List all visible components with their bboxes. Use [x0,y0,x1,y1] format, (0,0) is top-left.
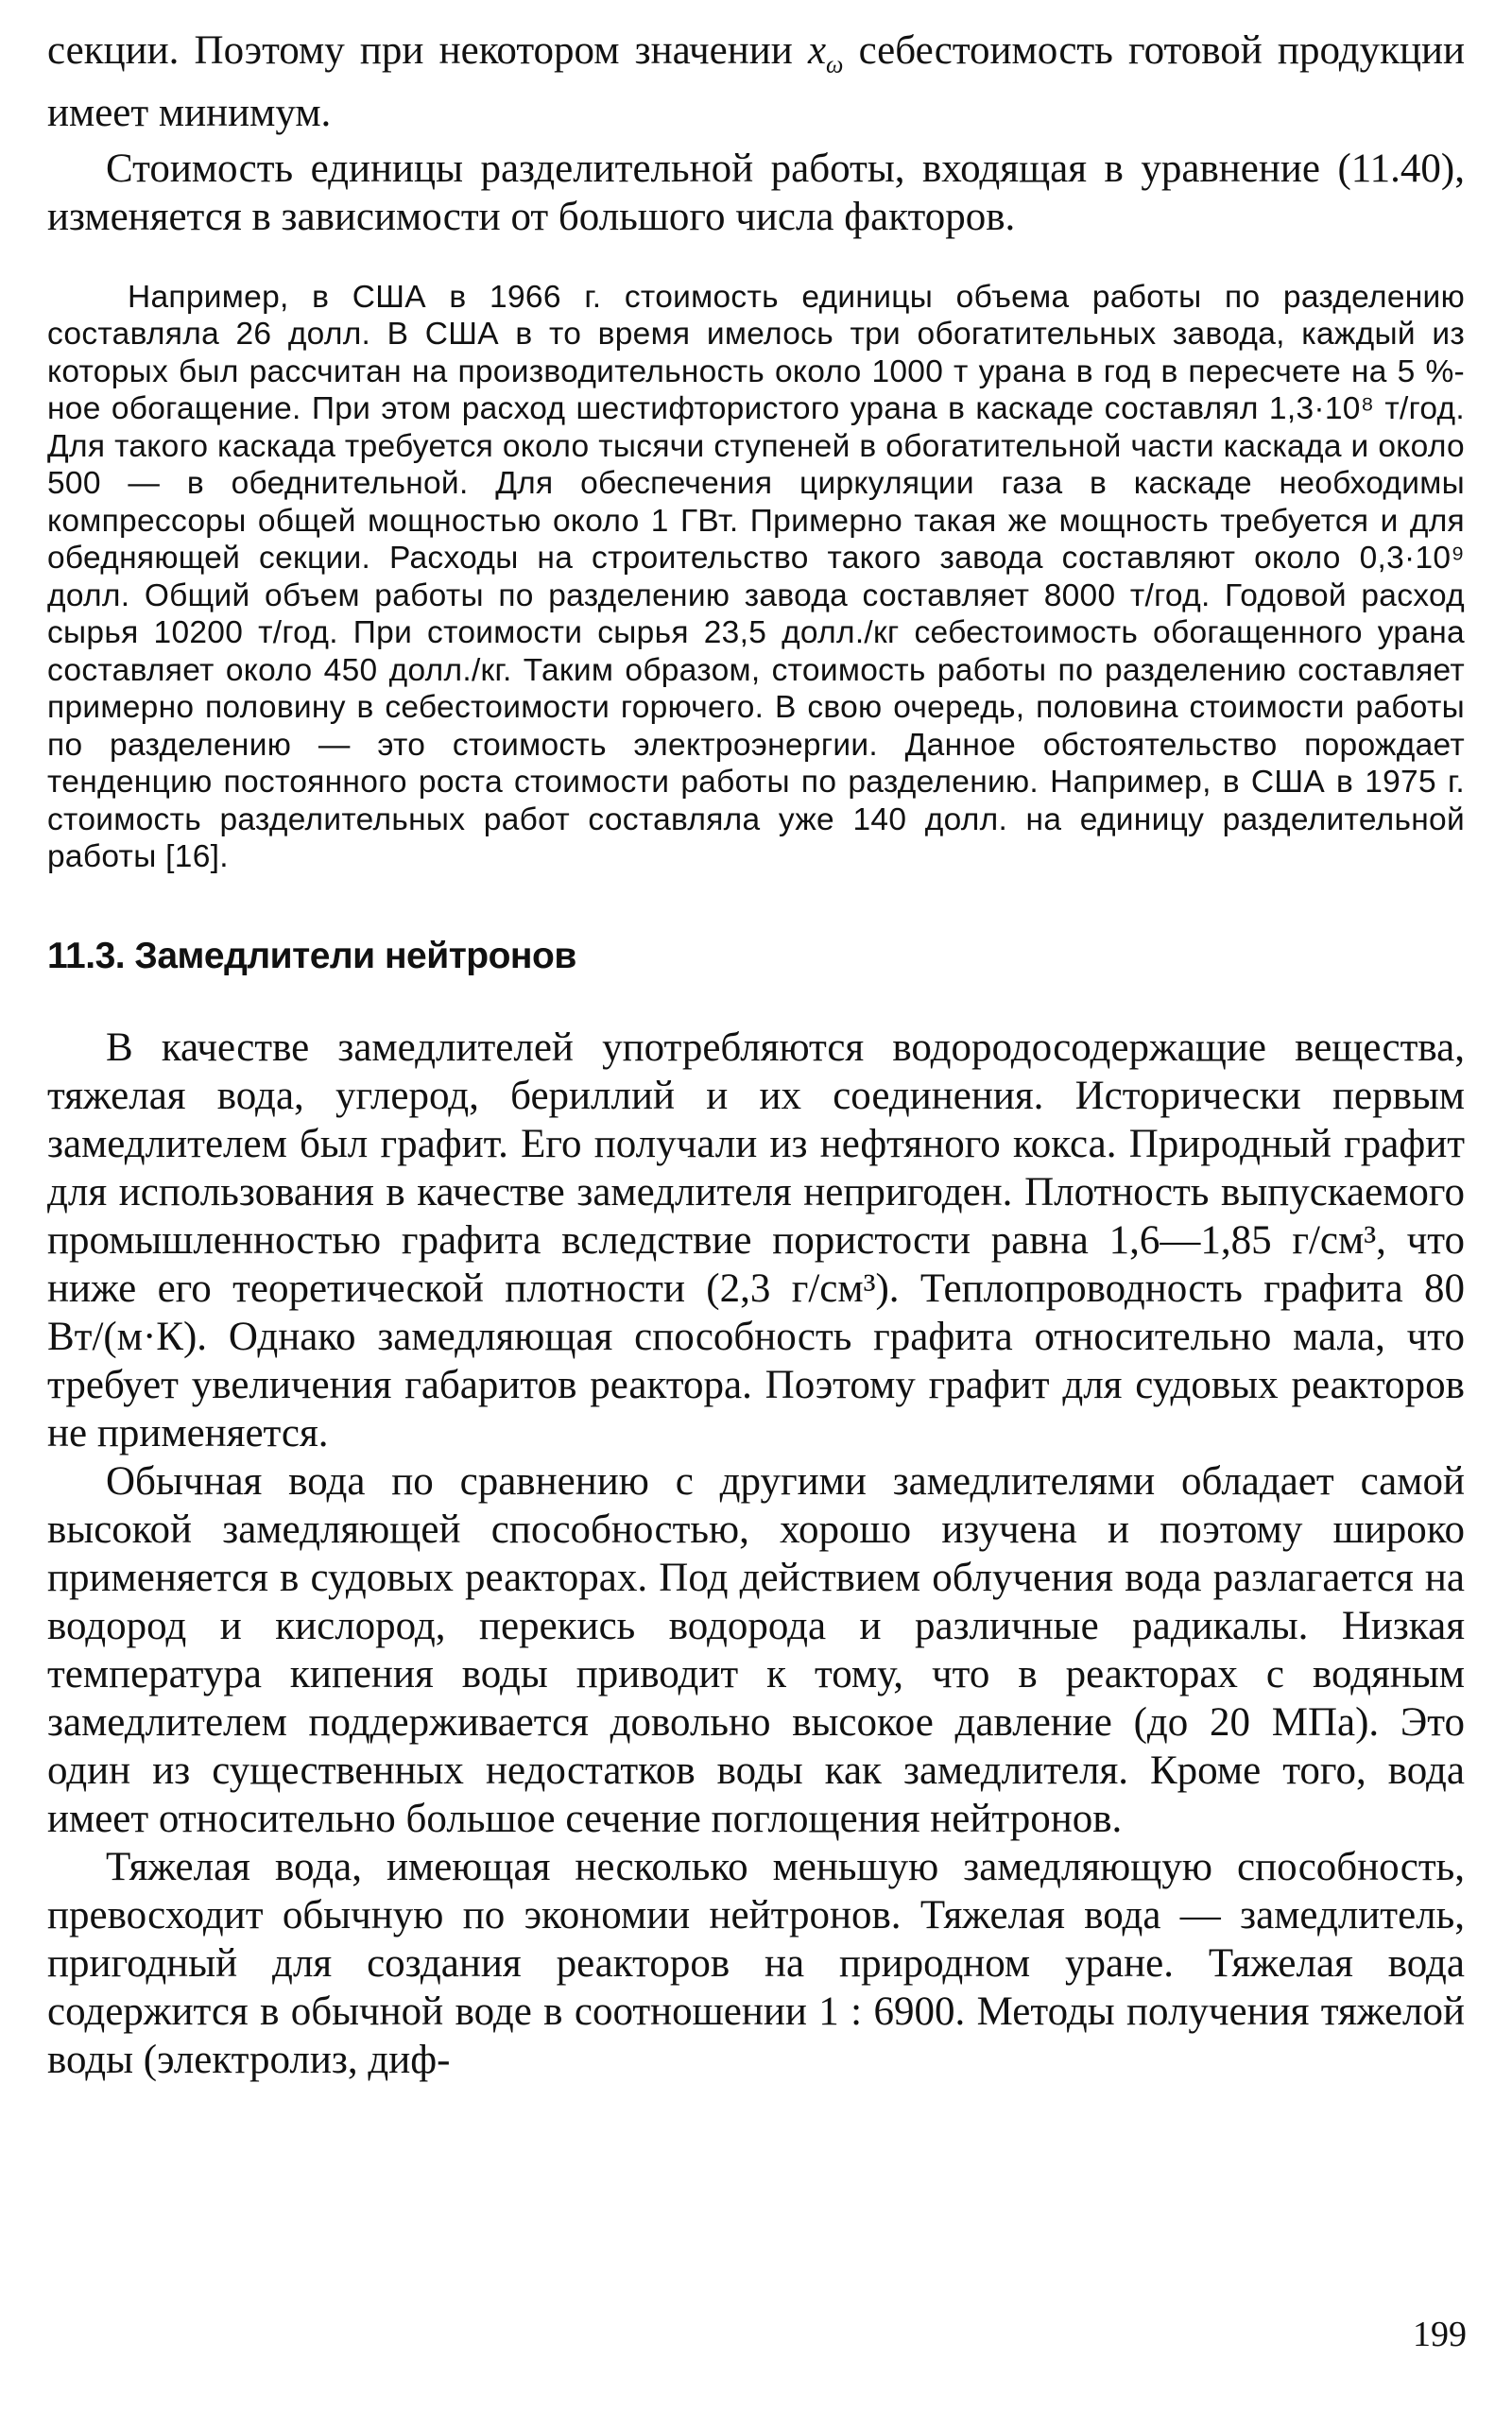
variable-x-omega [807,28,844,78]
variable-subscript: ω [826,50,844,78]
intro-paragraph-1 [47,26,1465,137]
page-content [47,26,1465,2084]
section-paragraph-2: Обычная вода по сравнению с другими замедлителями обладает самой высокой замедляющей способностью, хорошо изучена и поэтому широко применяется в судовых реакторах. Под действием облучения вода разлагается на водород и кислород, перекись водорода и различные радикалы. Низкая температура кипения воды приводит к тому, что в реакторах с водяным замедлителем поддерживается довольно высокое давление (до 20 МПа). Это один из существенных недостатков воды как замедлителя. Кроме того, вода имеет относительно большое сечение поглощения нейтронов. [47,1458,1465,1841]
section-paragraph-1: В качестве замедлителей употребляются водородосодержащие вещества, тяжелая вода, углерод, бериллий и их соединения. Исторически первым замедлителем был графит. Его получали из нефтяного кокса. Природный графит для использования в качестве замедлителя непригоден. Плотность выпускаемого промышленностью графита вследствие пористости равна 1,6—1,85 г/см³, что ниже его теоретической плотности (2,3 г/см³). Теплопроводность графита 80 Вт/(м·К). Однако замедляющая способность графита относительно мала, что требует увеличения габаритов реактора. Поэтому графит для судовых реакторов не применяется. [47,1025,1465,1455]
variable-x: x [807,28,827,73]
intro-1-after: себестоимость готовой продукции имеет минимум. [47,28,1466,135]
intro-paragraph-2: Стоимость единицы разделительной работы, входящая в уравнение (11.40), изменяется в зависимости от большого числа факторов. [47,146,1465,239]
intro-1-before: секции. Поэтому при некотором значении [47,28,793,73]
example-small-print: Например, в США в 1966 г. стоимость единицы объема работы по разделению составляла 26 долл. В США в то время имелось три обогатительных завода, каждый из которых был рассчитан на производительность около 1000 т урана в год в пересчете на 5 %-ное обогащение. При этом расход шестифтористого урана в каскаде составлял 1,3·10⁸ т/год. Для такого каскада требуется около тысячи ступеней в обогатительной части каскада и около 500 — в обеднительной. Для обеспечения циркуляции газа в каскаде необходимы компрессоры общей мощностью около 1 ГВт. Примерно такая же мощность требуется и для обедняющей секции. Расходы на строительство такого завода составляют около 0,3·10⁹ долл. Общий объем работы по разделению завода составляет 8000 т/год. Годовой расход сырья 10200 т/год. При стоимости сырья 23,5 долл./кг себестоимость обогащенного урана составляет около 450 долл./кг. Таким образом, стоимость работы по разделению составляет примерно половину в себестоимости горючего. В свою очередь, половина стоимости работы по разделению — это стоимость электроэнергии. Данное обстоятельство порождает тенденцию постоянного роста стоимости работы по разделению. Например, в США в 1975 г. стоимость разделительных работ составляла уже 140 долл. на единицу разделительной работы [16]. [47,279,1465,875]
page-number: 199 [1413,2315,1467,2354]
section-heading: 11.3. Замедлители нейтронов [47,935,576,976]
section-paragraph-3: Тяжелая вода, имеющая несколько меньшую замедляющую способность, превосходит обычную по экономии нейтронов. Тяжелая вода — замедлитель, пригодный для создания реакторов на природном уране. Тяжелая вода содержится в обычной воде в соотношении 1 : 6900. Методы получения тяжелой воды (электролиз, диф- [47,1844,1465,2082]
